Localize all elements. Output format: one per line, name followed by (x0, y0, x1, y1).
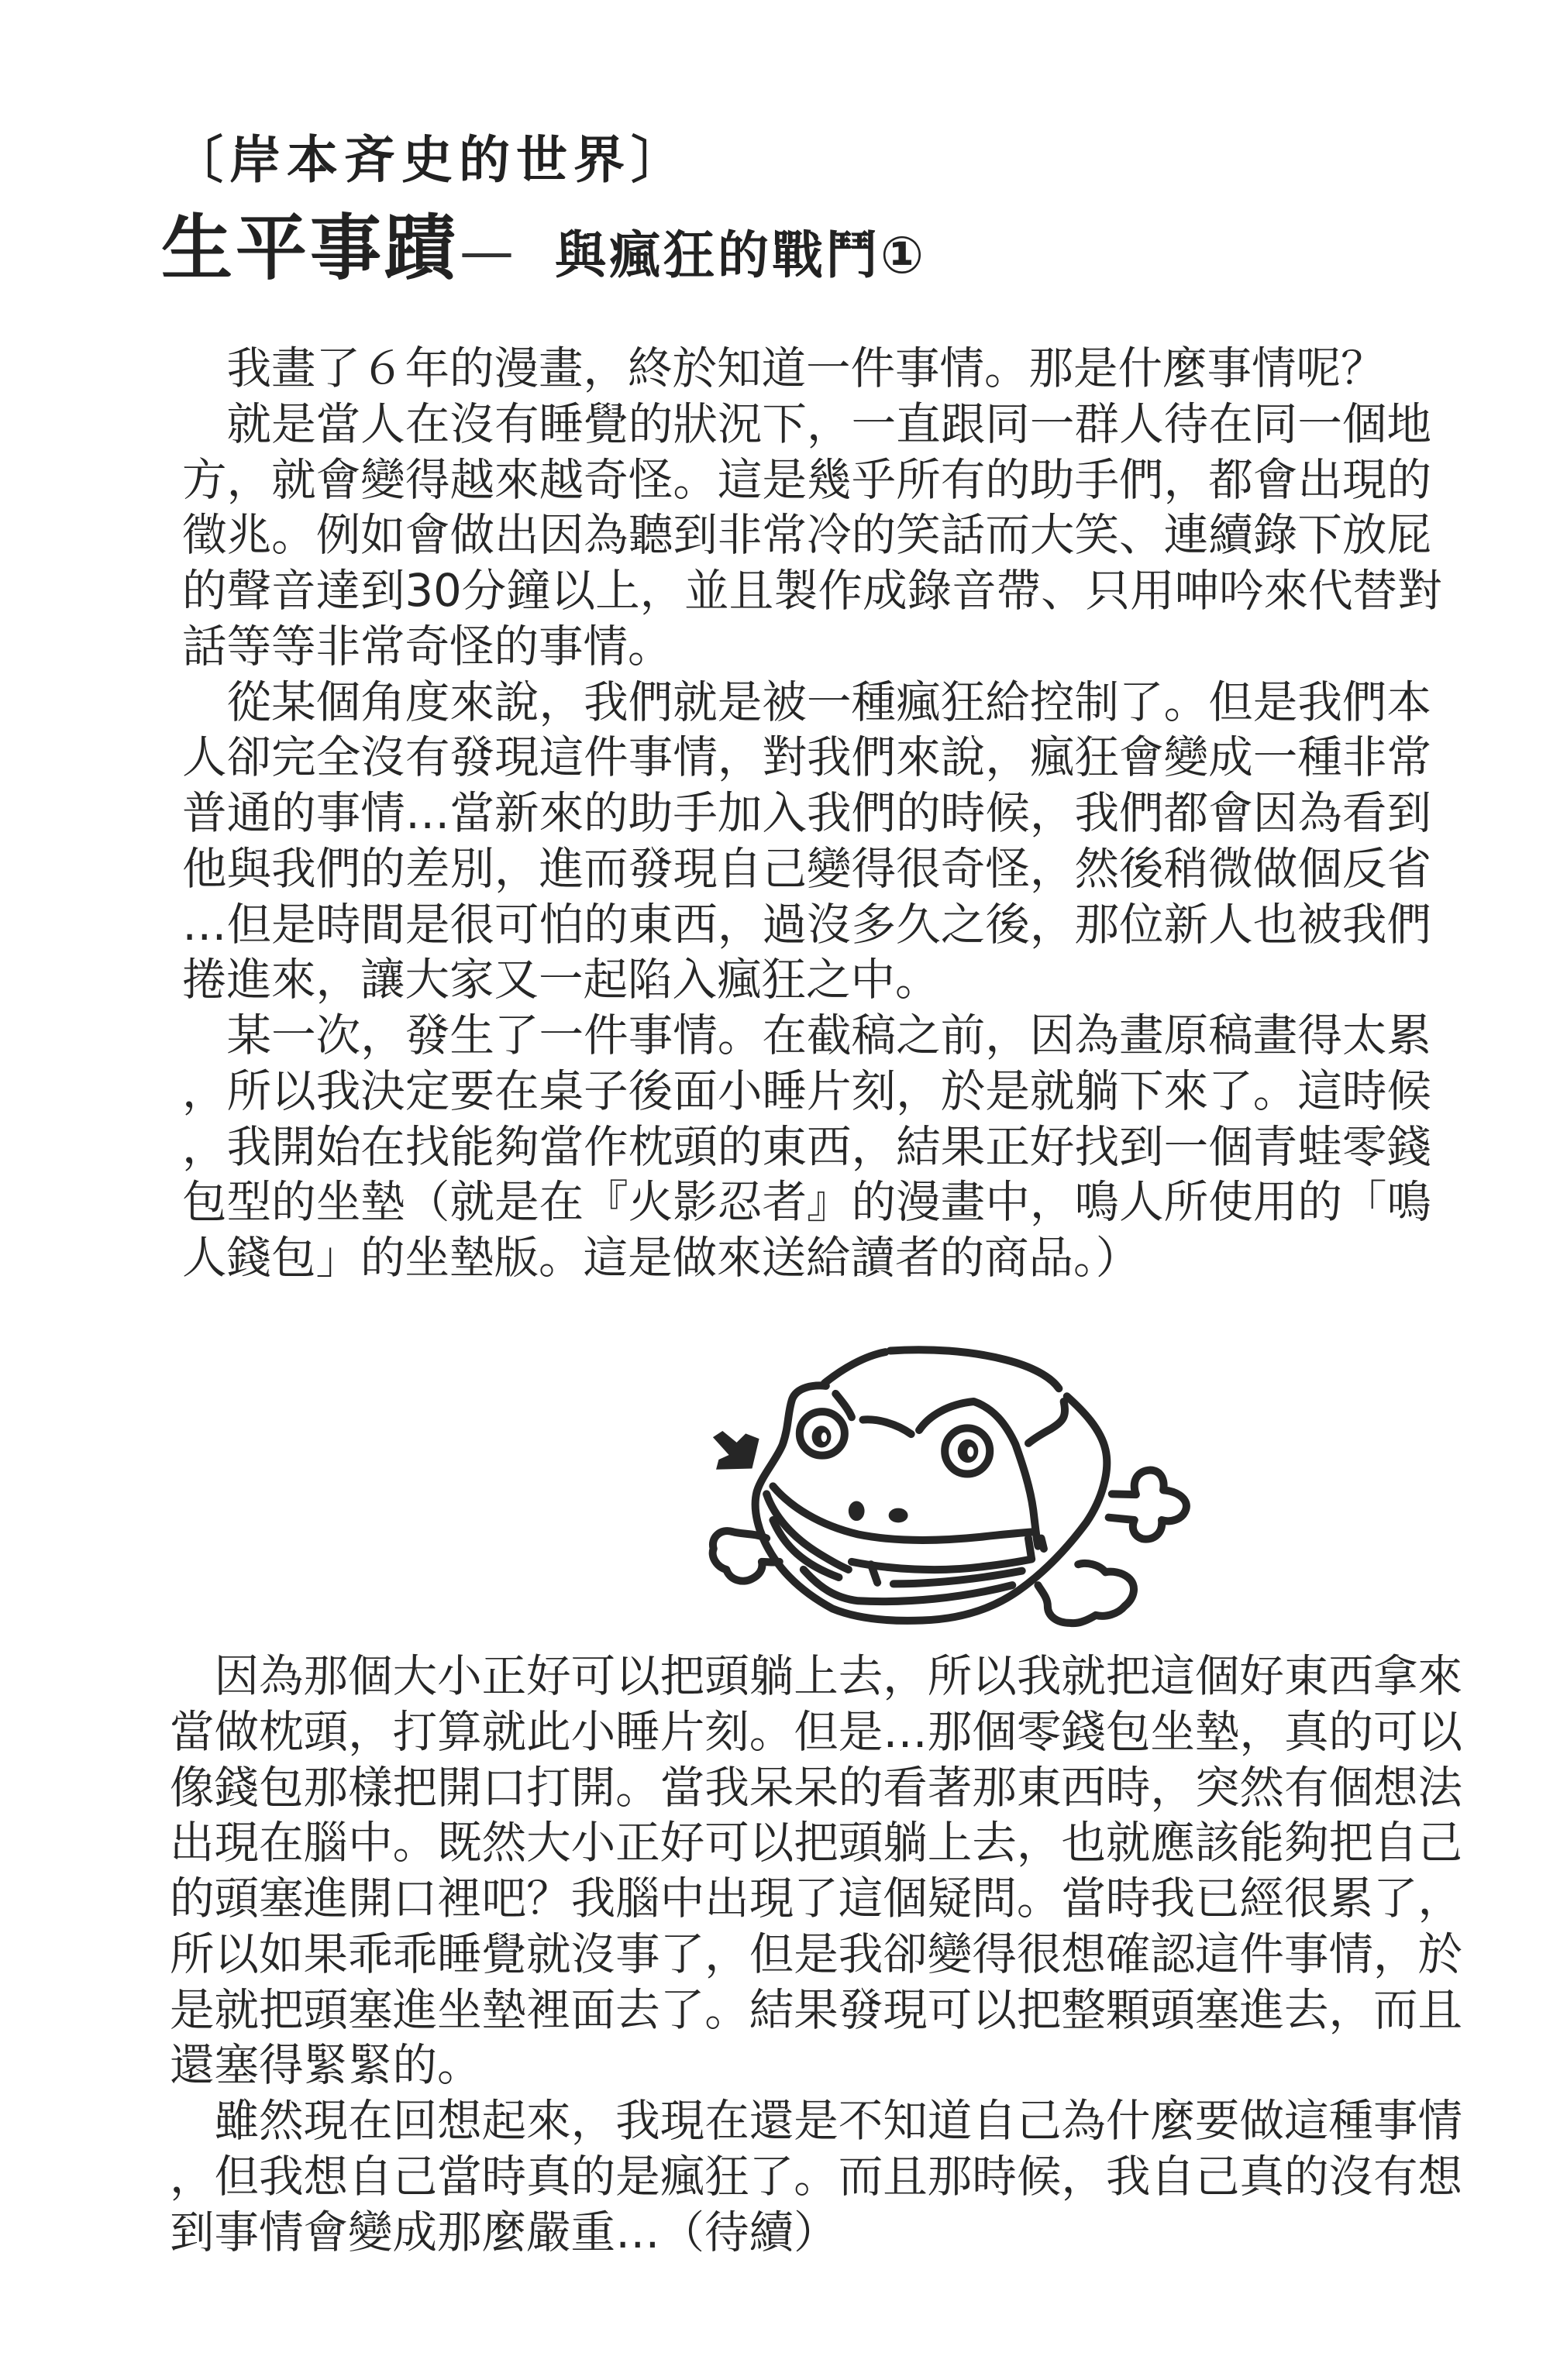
frog-nostril-right (889, 1508, 908, 1523)
text-line: 出現在腦中。既然大小正好可以把頭躺上去，也就應該能夠把自己 (170, 1817, 1462, 1869)
text-line: 話等等非常奇怪的事情。 (182, 620, 673, 672)
paragraph (182, 341, 1431, 397)
text-line: 普通的事情…當新來的助手加入我們的時候，我們都會因為看到 (182, 787, 1431, 839)
text-line: 雖然現在回想起來，我現在還是不知道自己為什麼要做這種事情 (214, 2095, 1462, 2147)
text-line: 當做枕頭，打算就此小睡片刻。但是…那個零錢包坐墊，真的可以 (170, 1705, 1462, 1758)
frog-right-eye-highlight (967, 1447, 973, 1457)
title-separator-dash: — (460, 220, 514, 284)
upper-text-column (182, 341, 1442, 1286)
text-line: 的聲音達到30分鐘以上，並且製作成錄音帶、只用呻吟來代替對 (182, 565, 1442, 617)
text-line: ，所以我決定要在桌子後面小睡片刻，於是就躺下來了。這時候 (182, 1064, 1431, 1117)
frog-left-eye-highlight (821, 1432, 827, 1442)
text-line: 某一次，發生了一件事情。在截稿之前，因為畫原稿畫得太累 (226, 1009, 1431, 1061)
text-line: 他與我們的差別，進而發現自己變得很奇怪，然後稍微做個反省 (182, 842, 1431, 895)
frog-coin-purse-illustration (697, 1340, 1201, 1635)
arrow-mark-icon (713, 1431, 759, 1470)
lower-text-column (170, 1649, 1462, 2260)
frog-right-body-stroke (1028, 1402, 1065, 1443)
text-line: ，我開始在找能夠當作枕頭的東西，結果正好找到一個青蛙零錢 (182, 1120, 1431, 1173)
page-title: 生平事蹟 (161, 207, 460, 290)
text-line: ，但我想自己當時真的是瘋狂了。而且那時候，我自己真的沒有想 (170, 2150, 1462, 2203)
text-line: 徵兆。例如會做出因為聽到非常冷的笑話而大笑、連續錄下放屁 (182, 509, 1431, 562)
frog-right-hand (1109, 1470, 1186, 1539)
frog-head-top (890, 1350, 1059, 1388)
text-line: 的頭塞進開口裡吧？我腦中出現了這個疑問。當時我已經很累了， (170, 1873, 1462, 1924)
frog-left-brow (863, 1419, 911, 1434)
series-header: 〔岸本斉史的世界〕 (172, 129, 688, 190)
paragraph (182, 675, 1431, 1009)
text-line: 我畫了６年的漫畫，終於知道一件事情。那是什麼事情呢？ (226, 342, 1386, 394)
text-line: 人錢包」的坐墊版。這是做來送給讀者的商品。） (182, 1232, 1141, 1284)
text-line: 方，就會變得越來越奇怪。這是幾乎所有的助手們，都會出現的 (182, 453, 1431, 506)
text-line: 還塞得緊緊的。 (170, 2039, 482, 2092)
paragraph (182, 1008, 1431, 1286)
paragraph (170, 2093, 1462, 2260)
text-line: 就是當人在沒有睡覺的狀況下，一直跟同一群人待在同一個地 (226, 397, 1431, 450)
frog-nostril-left (849, 1501, 865, 1521)
text-line: …但是時間是很可怕的東西，過沒多久之後，那位新人也被我們 (182, 898, 1431, 951)
text-line: 人卻完全沒有發現這件事情，對我們來說，瘋狂會變成一種非常 (182, 731, 1431, 784)
frog-zipper-line (852, 1559, 1031, 1570)
paragraph (182, 397, 1442, 675)
text-line: 因為那個大小正好可以把頭躺上去，所以我就把這個好東西拿來 (214, 1650, 1462, 1702)
text-line: 從某個角度來說，我們就是被一種瘋狂給控制了。但是我們本 (226, 676, 1431, 728)
page-subtitle: 與瘋狂的戰鬥① (555, 225, 927, 285)
text-line: 捲進來，讓大家又一起陷入瘋狂之中。 (182, 954, 940, 1006)
frog-head-top-left (825, 1352, 886, 1383)
text-line: 包型的坐墊（就是在『火影忍者』的漫畫中，鳴人所使用的「鳴 (182, 1176, 1431, 1229)
text-line: 到事情會變成那麼嚴重…（待續） (170, 2206, 839, 2258)
paragraph (170, 1649, 1462, 2093)
text-line: 像錢包那樣把開口打開。當我呆呆的看著那東西時，突然有個想法 (170, 1761, 1462, 1814)
text-line: 所以如果乖乖睡覺就沒事了，但是我卻變得很想確認這件事情，於 (170, 1928, 1462, 1980)
text-line: 是就把頭塞進坐墊裡面去了。結果發現可以把整顆頭塞進去，而且 (170, 1983, 1462, 2036)
frog-right-foot (1038, 1563, 1134, 1623)
